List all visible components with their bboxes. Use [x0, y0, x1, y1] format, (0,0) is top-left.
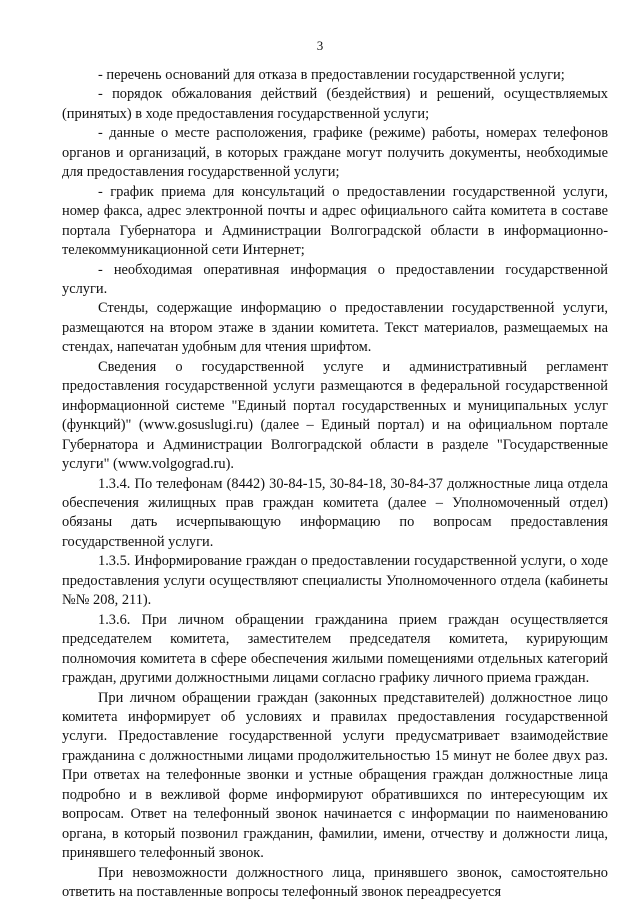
paragraph-personal-visit: При личном обращении граждан (законных представителей) должностное лицо комитета информирует об условиях и правилах предоставления государственной услуги. Предоставление государственной услуги предусматривает взаимодействие гражданина с должностными лицами продолжительностью 15 минут не более двух раз. При ответах на телефонные звонки и устные обращения граждан должностные лица подробно и в вежливой форме информируют обратившихся по интересующим их вопросам. Ответ на телефонный звонок начинается с информации по наименованию органа, в который позвонил гражданин, фамилии, имени, отчеству и должности лица, принявшего телефонный звонок.: [62, 689, 608, 862]
paragraph-refusal-grounds: - перечень оснований для отказа в предоставлении государственной услуги;: [98, 67, 565, 83]
paragraph-appeal-procedure: - порядок обжалования действий (бездействия) и решений, осуществляемых (принятых) в ходе предоставления государственной услуги;: [62, 86, 608, 122]
paragraph-stands: Стенды, содержащие информацию о предоставлении государственной услуги, размещаются на втором этаже в здании комитета. Текст материалов, размещаемых на стендах, напечатан удобным для чтения шрифтом.: [62, 300, 608, 356]
paragraph-call-redirect: При невозможности должностного лица, принявшего звонок, самостоятельно ответить на поставленные вопросы телефонный звонок переадресуется: [62, 864, 608, 901]
paragraph-1-3-5: 1.3.5. Информирование граждан о предоставлении государственной услуги, о ходе предоставления услуги осуществляют специалисты Уполномоченного отдела (кабинеты №№ 208, 211).: [62, 553, 608, 609]
paragraph-1-3-4: 1.3.4. По телефонам (8442) 30-84-15, 30-84-18, 30-84-37 должностные лица отдела обеспечения жилищных прав граждан комитета (далее – Уполномоченный отдел) обязаны дать исчерпывающую информацию по вопросам предоставления государственной услуги.: [62, 475, 608, 550]
paragraph-location-schedule: - данные о месте расположения, графике (режиме) работы, номерах телефонов органов и организаций, в которых граждане могут получить документы, необходимые для предоставления государственной услуги;: [62, 125, 608, 181]
paragraph-consultation-schedule: - график приема для консультаций о предоставлении государственной услуги, номер факса, адрес электронной почты и адрес официального сайта комитета в составе портала Губернатора и Администрации Волгоградской области в информационно-телекоммуникационной сети Интернет;: [62, 183, 608, 259]
paragraph-operational-info: - необходимая оперативная информация о предоставлении государственной услуги.: [62, 261, 608, 297]
paragraph-1-3-6: 1.3.6. При личном обращении гражданина прием граждан осуществляется председателем комитета, заместителем председателя комитета, курирующим полномочия комитета в сфере обеспечения жилыми помещениями отдельных категорий граждан, другими должностными лицами согласно графику личного приема граждан.: [62, 611, 608, 687]
body-text: [62, 66, 608, 902]
page-number: 3: [316, 38, 324, 53]
paragraph-portal-info: Сведения о государственной услуге и административный регламент предоставления государственной услуги размещаются в федеральной государственной информационной системе "Единый портал государственных и муниципальных услуг (функций)" (www.gosuslugi.ru) (далее – Единый портал) и на официальном портале Губернатора и Администрации Волгоградской области в разделе "Государственные услуги" (www.volgograd.ru).: [62, 358, 608, 473]
